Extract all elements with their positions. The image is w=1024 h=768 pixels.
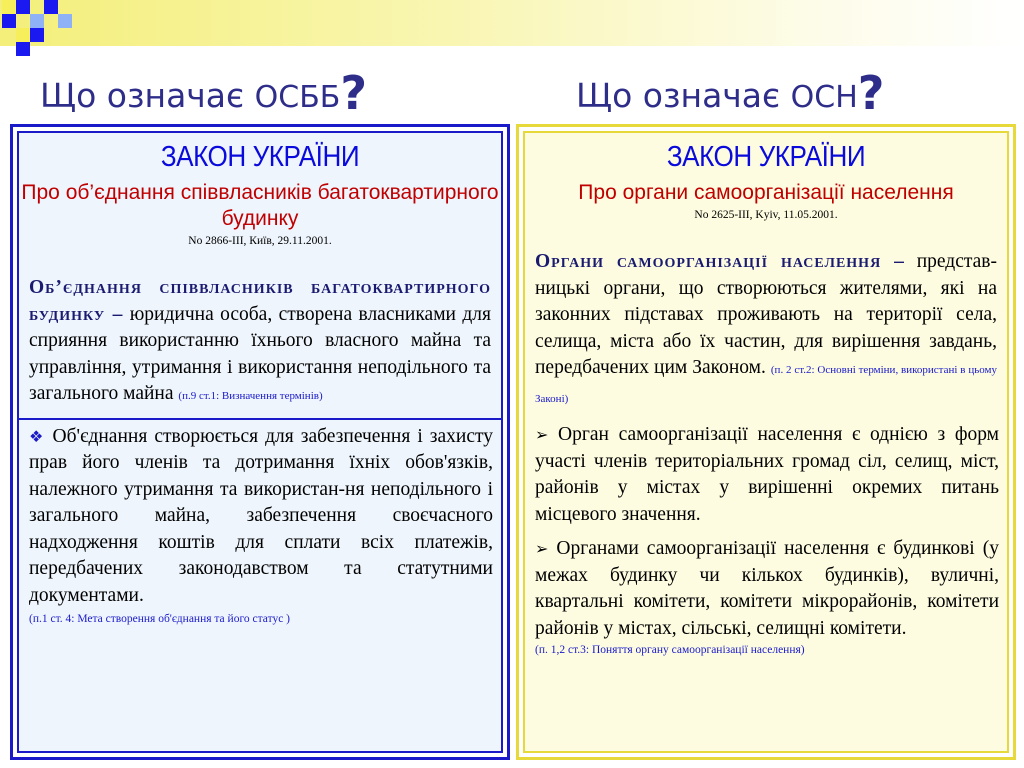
bullet-reference: (п.1 ст. 4: Мета створення об'єднання та його статус ) bbox=[29, 613, 291, 625]
decoration-band bbox=[0, 0, 1024, 46]
heading-osbb bbox=[40, 66, 367, 120]
law-name: Про органи самоорганізації населення bbox=[578, 181, 954, 204]
question-mark: ? bbox=[340, 66, 368, 120]
definition-term: Органи самоорганізації населення – bbox=[535, 251, 905, 272]
diamond-bullet-icon: ❖ bbox=[29, 426, 46, 446]
definition-text: юридична особа, створена власниками для сприяння використанню їхнього власного майна та управління, утримання і використання неподільного та загального майна bbox=[29, 303, 491, 404]
heading-abbr: ОСББ bbox=[254, 80, 341, 115]
question-mark: ? bbox=[857, 66, 885, 120]
osn-panel-inner bbox=[523, 131, 1009, 753]
decoration-square bbox=[58, 14, 72, 28]
title-decoration bbox=[0, 0, 1024, 60]
decoration-square bbox=[30, 14, 44, 28]
types-bullet bbox=[535, 536, 999, 642]
arrow-bullet-icon: ➢ bbox=[535, 425, 549, 444]
law-title: ЗАКОН УКРАЇНИ bbox=[666, 141, 866, 173]
decoration-square bbox=[16, 0, 30, 14]
osbb-panel bbox=[10, 124, 510, 760]
law-title: ЗАКОН УКРАЇНИ bbox=[160, 141, 360, 173]
purpose-bullet bbox=[29, 424, 493, 610]
arrow-bullet-icon: ➢ bbox=[535, 539, 549, 558]
separator-spacer bbox=[19, 410, 501, 424]
osbb-panel-inner bbox=[17, 131, 503, 753]
heading-text: Що означає bbox=[40, 76, 255, 115]
definition: Органи самоорганізації населення – представ-ницькі органи, що створюються жителями, які на законних підставах проживають на території села, селища, міста або їх частин, для вирішення завдань, передбачених цим Законом. (п. 2 ст.2: Основні терміни, використані в цьому Законі) bbox=[535, 251, 998, 405]
decoration-square bbox=[44, 0, 58, 14]
decoration-square bbox=[2, 0, 16, 14]
heading-text: Що означає bbox=[576, 76, 791, 115]
bullet-text: Органами самоорганізації населення є будинкові (у межах будинку чи кількох будинків), вуличні, квартальні комітети, комітети мікрорайонів, комітети районів у містах, сільські, селищні комітети. bbox=[535, 538, 999, 639]
heading-osn bbox=[576, 66, 884, 120]
law-number: No 2866-III, Київ, 29.11.2001. bbox=[188, 235, 332, 247]
definition-reference: (п. 2 ст.2: Основні терміни, використані в цьому Законі) bbox=[535, 364, 998, 405]
definition-reference: (п.9 ст.1: Визначення термінів) bbox=[178, 390, 323, 402]
heading-abbr: ОСН bbox=[790, 80, 858, 115]
definition-term: Об’єднання співвласників багатоквартирного будинку – bbox=[29, 277, 491, 325]
decoration-square bbox=[30, 28, 44, 42]
law-number: No 2625-III, Kyiv, 11.05.2001. bbox=[694, 209, 838, 221]
definition-text: представ-ницькі органи, що створюються жителями, які на законних підставах проживають на території села, селища, міста або їх частин, для вирішення завдань, передбачених цим Законом bbox=[535, 251, 997, 378]
bullet-reference: (п. 1,2 ст.3: Поняття органу самоорганізації населення) bbox=[535, 644, 805, 656]
decoration-square bbox=[16, 28, 30, 42]
law-name: Про об’єднання співвласників багатоквартирного будинку bbox=[21, 181, 499, 230]
bullet-text: Орган самоорганізації населення є однією з форм участі членів територіальних громад сіл, селищ, міст, районів у містах у вирішенні окремих питань місцевого значення. bbox=[535, 424, 999, 525]
separator-line bbox=[19, 418, 501, 420]
definition bbox=[29, 275, 491, 410]
decoration-square bbox=[2, 14, 16, 28]
bullet-text: Об'єднання створюється для забезпечення і захисту прав його членів та дотримання їхніх обов'язків, належного утримання та використан-ня неподільного і загального майна, забезпечення своєчасного надходження коштів для сплати всіх платежів, передбачених законодавством та статутними документами. bbox=[29, 425, 494, 606]
decoration-square bbox=[16, 42, 30, 56]
form-bullet bbox=[535, 422, 999, 528]
osn-panel bbox=[516, 124, 1016, 760]
